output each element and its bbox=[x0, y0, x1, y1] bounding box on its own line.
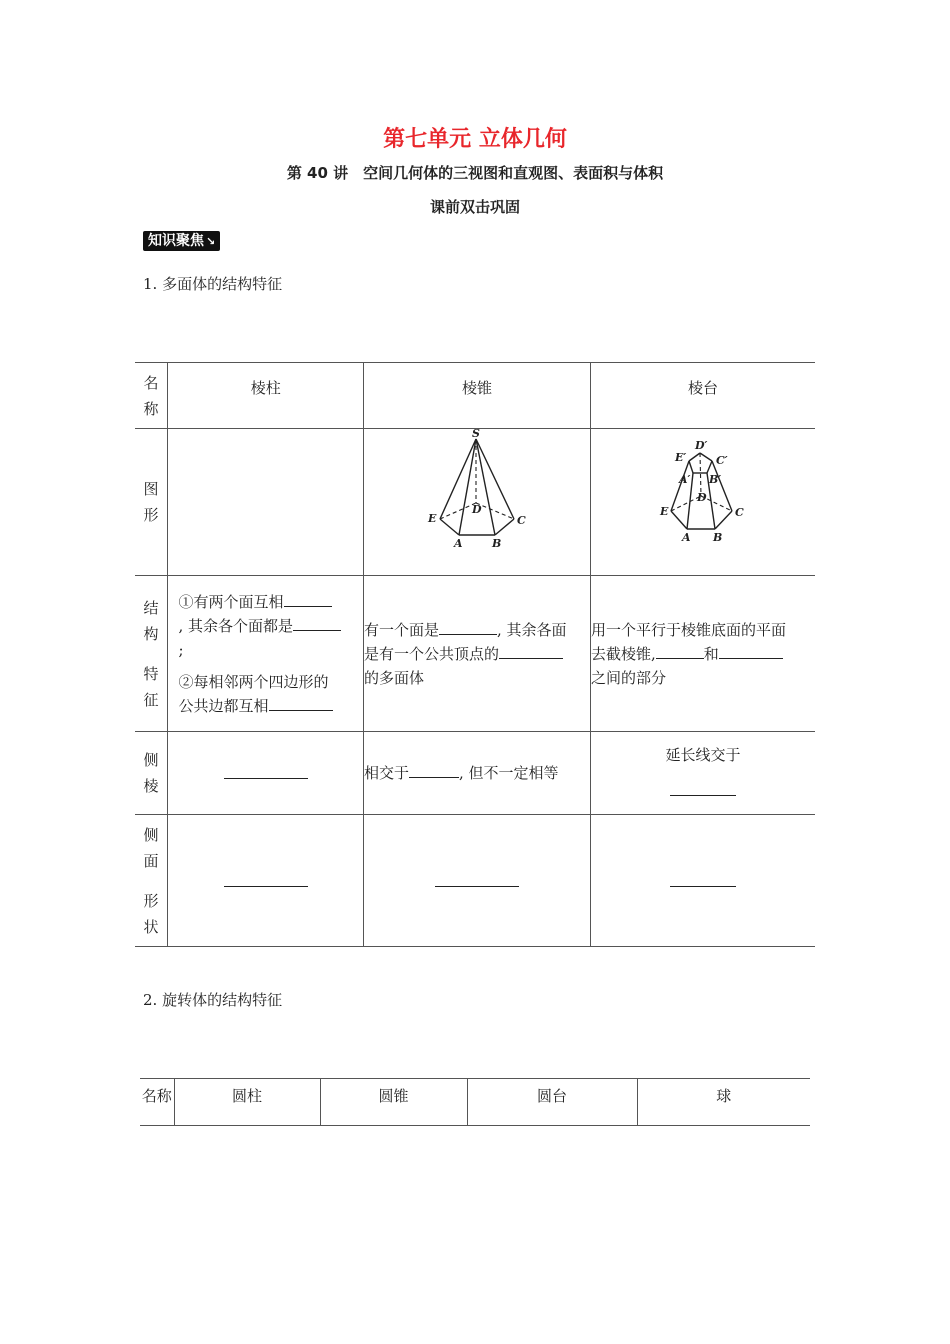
section-title: 课前双击巩固 bbox=[429, 198, 520, 216]
frustum-edge-cell: 延长线交于 bbox=[590, 732, 815, 815]
pyramid-figure bbox=[364, 429, 590, 571]
row-label-lateral-edge: 侧 棱 bbox=[135, 732, 168, 815]
section-solids-of-revolution: 2. 旋转体的结构特征 bbox=[143, 991, 283, 1009]
unit-title: 第七单元 立体几何 bbox=[383, 127, 567, 152]
frustum-label-D-prime: D′ bbox=[694, 439, 708, 452]
blank-frustum-edge bbox=[670, 780, 736, 796]
frustum-structure-cell: 用一个平行于棱锥底面的平面 去截棱锥, 和 之间的部分 bbox=[590, 576, 815, 732]
blank-lateral bbox=[499, 643, 563, 659]
pyramid-face-cell bbox=[363, 815, 590, 947]
blank-base bbox=[719, 643, 783, 659]
frustum-figure-cell bbox=[590, 429, 815, 576]
pyramid-edge-cell: 相交于 , 但不一定相等 bbox=[363, 732, 590, 815]
blank-pyramid-face bbox=[435, 871, 519, 887]
header-sphere: 球 bbox=[637, 1079, 810, 1126]
row-label-figure: 图 形 bbox=[135, 429, 168, 576]
pyramid-structure-cell: 有一个面是 , 其余各面 是有一个公共顶点的 的多面体 bbox=[363, 576, 590, 732]
header-frustum-cone: 圆台 bbox=[467, 1079, 637, 1126]
pyramid-figure-cell bbox=[363, 429, 590, 576]
header-frustum: 棱台 bbox=[590, 363, 815, 429]
frustum-label-D: D bbox=[696, 491, 707, 504]
frustum-label-A-prime: A′ bbox=[678, 473, 691, 486]
frustum-label-B: B bbox=[712, 531, 723, 544]
badge-label: 知识聚焦 bbox=[148, 233, 204, 249]
blank-frustum-face bbox=[670, 871, 736, 887]
frustum-label-E-prime: E′ bbox=[674, 451, 687, 464]
row-label-name: 名 称 bbox=[135, 363, 168, 429]
pyramid-label-D: D bbox=[471, 503, 482, 516]
header-pyramid: 棱锥 bbox=[363, 363, 590, 429]
frustum-label-C: C bbox=[734, 506, 744, 519]
header-prism: 棱柱 bbox=[168, 363, 364, 429]
blank-section bbox=[656, 643, 704, 659]
prism-edge-cell bbox=[168, 732, 364, 815]
header-cylinder: 圆柱 bbox=[174, 1079, 320, 1126]
table-row-name bbox=[135, 363, 815, 429]
table-row-figure bbox=[135, 429, 815, 576]
table-row-structure bbox=[135, 576, 815, 732]
blank-base-shape bbox=[439, 619, 497, 635]
frustum-face-cell bbox=[590, 815, 815, 947]
pyramid-label-B: B bbox=[491, 537, 502, 550]
pyramid-label-E: E bbox=[427, 512, 437, 525]
prism-figure-cell bbox=[168, 429, 364, 576]
frustum-label-A: A bbox=[681, 531, 691, 544]
blank-face-shape bbox=[293, 615, 341, 631]
row-label-structure: 结 构 特 征 bbox=[135, 576, 168, 732]
polyhedra-table bbox=[135, 362, 815, 947]
knowledge-focus-badge bbox=[143, 231, 220, 251]
blank-prism-face bbox=[224, 871, 308, 887]
blank-edges bbox=[269, 695, 333, 711]
pyramid-label-S: S bbox=[471, 429, 480, 440]
table-row-names bbox=[140, 1079, 810, 1126]
arrow-down-right-icon: ↘ bbox=[206, 235, 216, 248]
solids-of-revolution-table bbox=[140, 1078, 810, 1126]
frustum-label-C-prime: C′ bbox=[715, 454, 728, 467]
section-polyhedra: 1. 多面体的结构特征 bbox=[143, 275, 283, 293]
pyramid-label-A: A bbox=[453, 537, 463, 550]
blank-parallel bbox=[284, 591, 332, 607]
header-cone: 圆锥 bbox=[320, 1079, 467, 1126]
frustum-label-E: E bbox=[659, 505, 669, 518]
lecture-title: 第 40 讲 空间几何体的三视图和直观图、表面积与体积 bbox=[286, 164, 664, 182]
frustum-figure bbox=[591, 429, 815, 571]
row-label-lateral-face: 侧 面 形 状 bbox=[135, 815, 168, 947]
blank-prism-edge bbox=[224, 763, 308, 779]
frustum-label-B-prime: B′ bbox=[708, 473, 722, 486]
table-row-lateral-edge bbox=[135, 732, 815, 815]
blank-apex bbox=[409, 762, 459, 778]
name-label: 名称 bbox=[140, 1079, 174, 1126]
table-row-lateral-face bbox=[135, 815, 815, 947]
pyramid-label-C: C bbox=[516, 514, 526, 527]
prism-face-cell bbox=[168, 815, 364, 947]
prism-structure-cell: ①有两个面互相 , 其余各个面都是 ; ②每相邻两个四边形的 公共边都互相 bbox=[168, 576, 364, 732]
